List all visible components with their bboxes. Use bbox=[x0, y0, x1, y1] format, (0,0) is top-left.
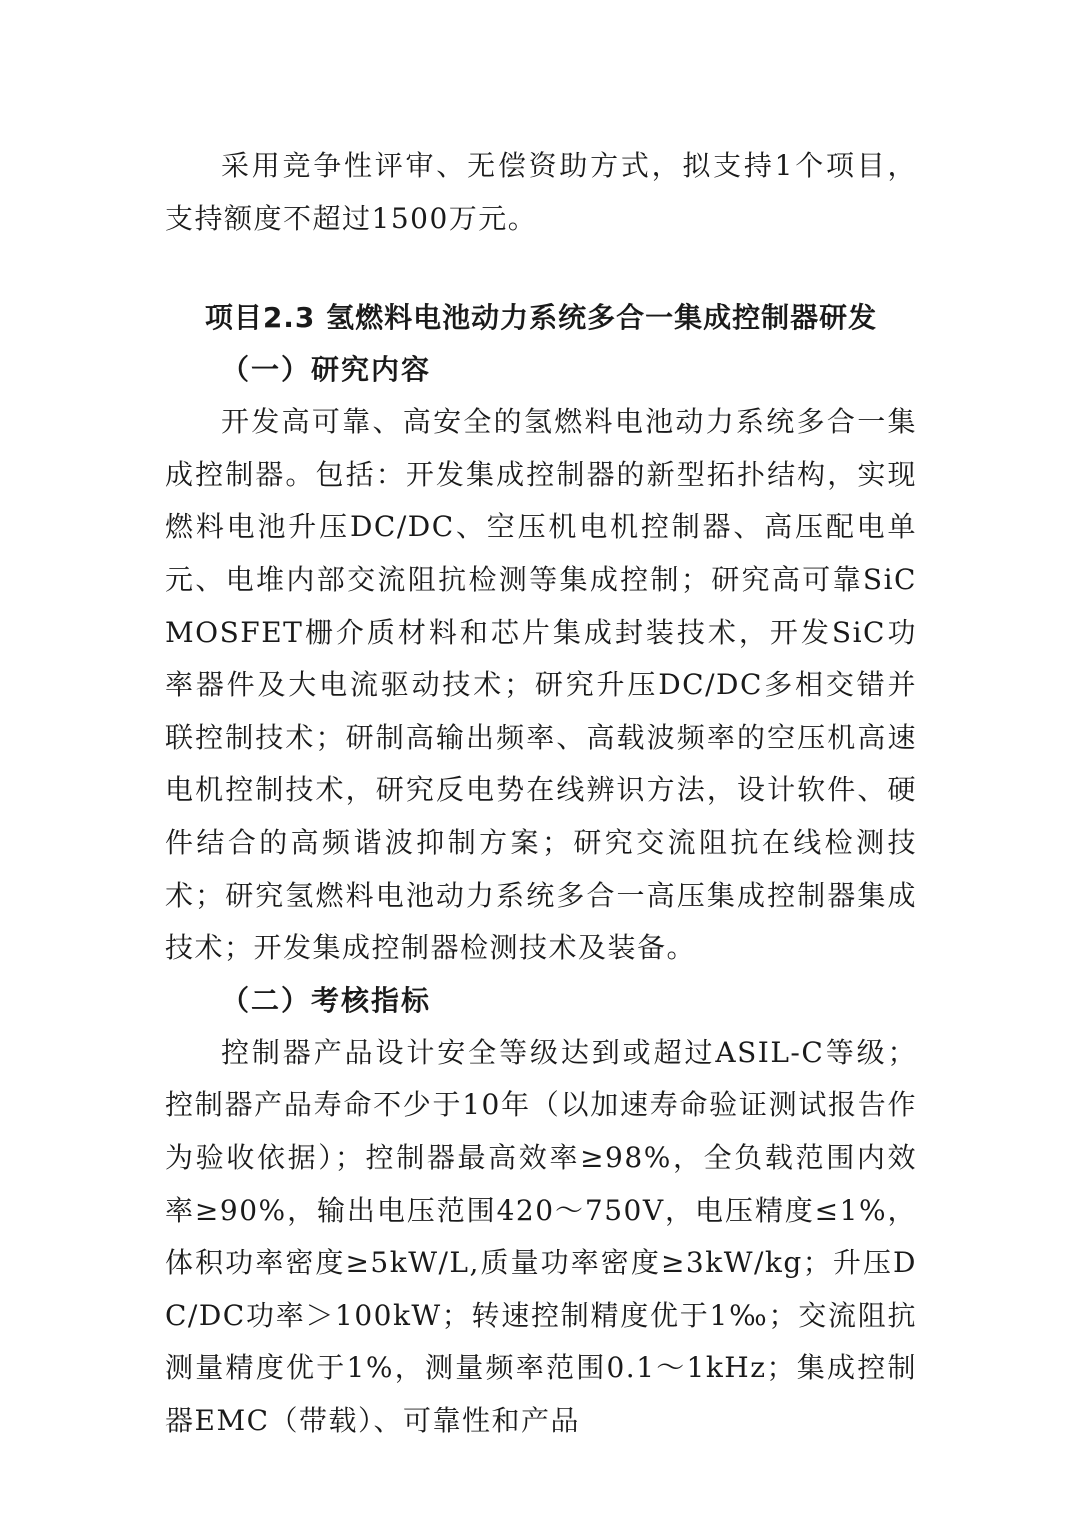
project-title: 项目2.3 氢燃料电池动力系统多合一集成控制器研发 bbox=[204, 301, 878, 335]
section-heading-research: （一）研究内容 bbox=[221, 353, 432, 387]
intro-paragraph: 采用竞争性评审、无偿资助方式，拟支持1个项目，支持额度不超过1500万元。 bbox=[165, 149, 917, 235]
document-content bbox=[165, 140, 917, 1447]
section-heading-indicators: （二）考核指标 bbox=[221, 983, 432, 1017]
indicators-paragraph: 控制器产品设计安全等级达到或超过ASIL-C等级；控制器产品寿命不少于10年（以加速寿命验证测试报告作为验收依据）；控制器最高效率≥98%，全负载范围内效率≥90%，输出电压范围420～750V，电压精度≤1%，体积功率密度≥5kW/L,质量功率密度≥3kW/kg；升压DC/DC功率＞100kW；转速控制精度优于1‰；交流阻抗测量精度优于1%，测量频率范围0.1～1kHz；集成控制器EMC（带载）、可靠性和产品 bbox=[165, 1035, 917, 1437]
research-content-paragraph: 开发高可靠、高安全的氢燃料电池动力系统多合一集成控制器。包括：开发集成控制器的新型拓扑结构，实现燃料电池升压DC/DC、空压机电机控制器、高压配电单元、电堆内部交流阻抗检测等集成控制；研究高可靠SiC MOSFET栅介质材料和芯片集成封装技术，开发SiC功率器件及大电流驱动技术；研究升压DC/DC多相交错并联控制技术；研制高输出频率、高载波频率的空压机高速电机控制技术，研究反电势在线辨识方法，设计软件、硬件结合的高频谐波抑制方案；研究交流阻抗在线检测技术；研究氢燃料电池动力系统多合一高压集成控制器集成技术；开发集成控制器检测技术及装备。 bbox=[165, 405, 917, 965]
spacer bbox=[165, 245, 917, 292]
